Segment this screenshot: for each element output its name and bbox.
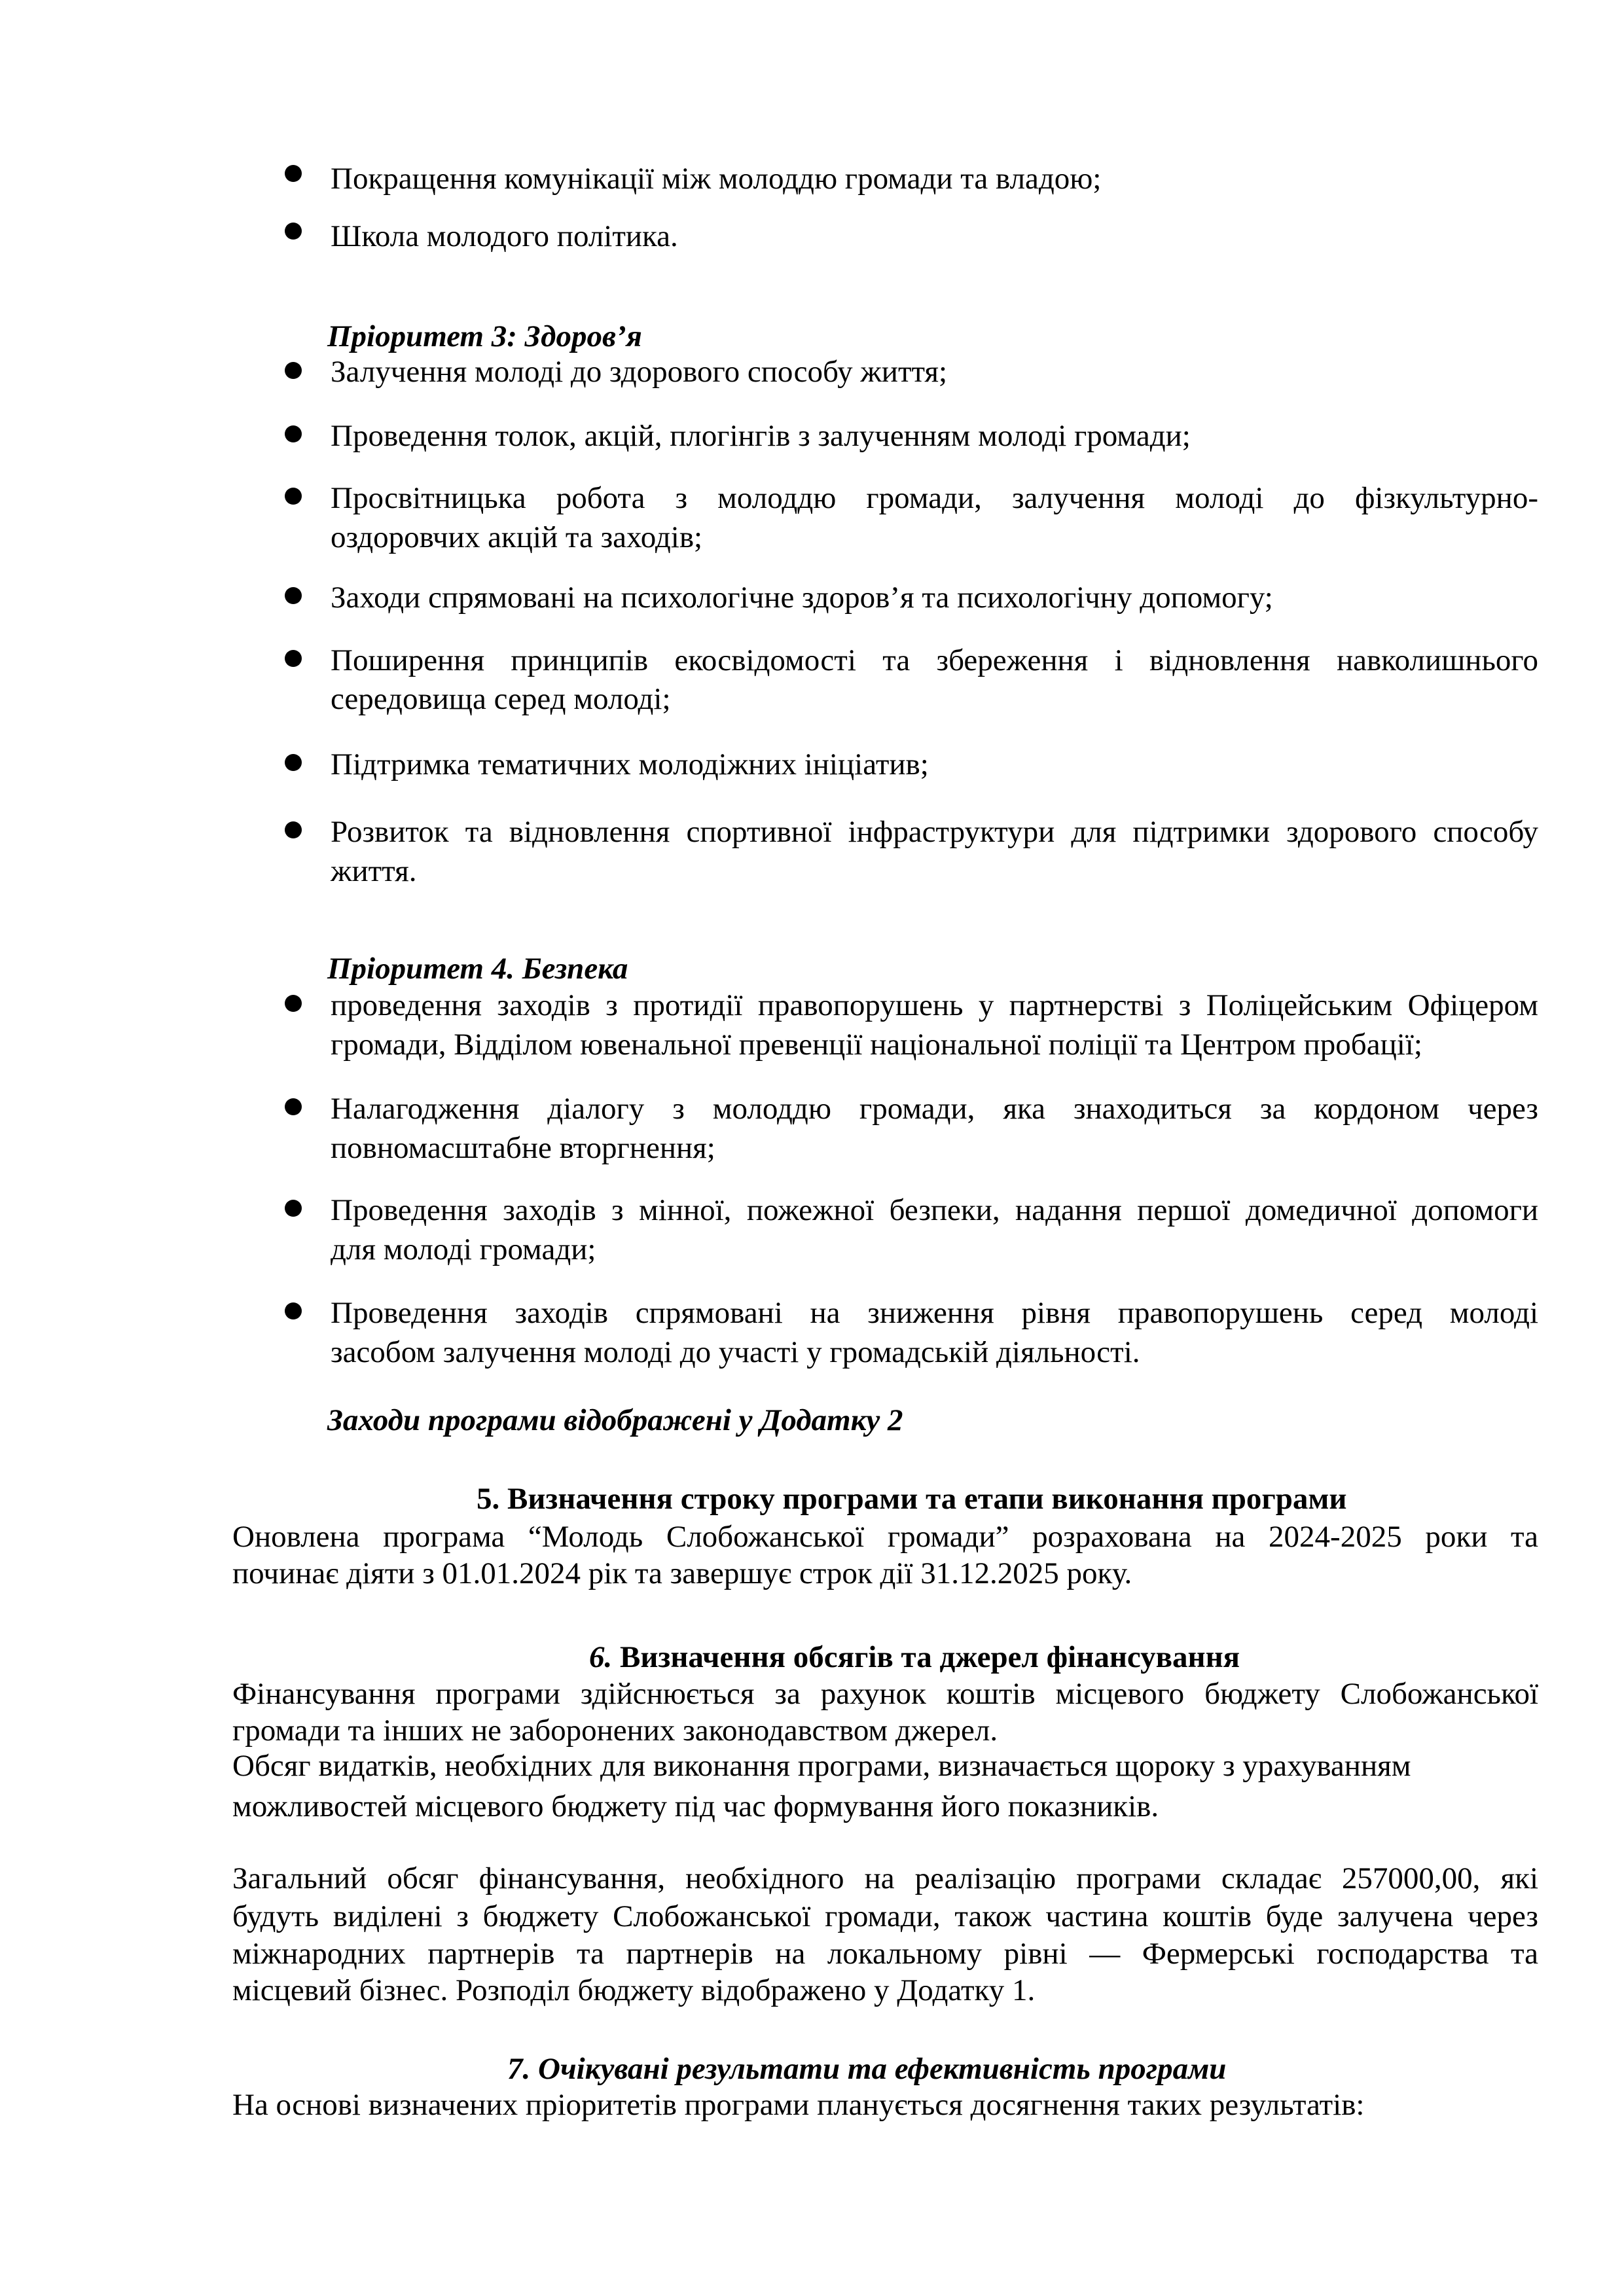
bullet-icon <box>285 1200 302 1217</box>
list-item: Налагодження діалогу з молоддю громади, яка знаходиться за кордоном через <box>331 1092 1538 1126</box>
section5-title: Визначення строку програми та етапи виконання програми <box>507 1482 1347 1516</box>
paragraph-line: Обсяг видатків, необхідних для виконання програми, визначається щороку з урахуванням <box>232 1749 1411 1783</box>
bullet-icon <box>285 995 302 1012</box>
bullet-icon <box>285 1302 302 1319</box>
list-item: Просвітницька робота з молоддю громади, залучення молоді до фізкультурно- <box>331 481 1538 515</box>
list-item: проведення заходів з протидії правопорушень у партнерстві з Поліцейським Офіцером <box>331 988 1538 1022</box>
section6-number: 6. <box>589 1640 613 1674</box>
list-item: Проведення заходів з мінної, пожежної безпеки, надання першої домедичної допомоги <box>331 1193 1538 1227</box>
bullet-icon <box>285 425 302 442</box>
paragraph-line: будуть виділені з бюджету Слобожанської громади, також частина коштів буде залучена через <box>232 1899 1538 1933</box>
bullet-icon <box>285 488 302 505</box>
bullet-icon <box>285 821 302 838</box>
list-item: Проведення толок, акцій, плогінгів з залученням молоді громади; <box>331 419 1191 453</box>
list-item: Підтримка тематичних молодіжних ініціатив; <box>331 747 929 781</box>
list-item-continuation: життя. <box>331 854 417 888</box>
paragraph-line: Оновлена програма “Молодь Слобожанської громади” розрахована на 2024-2025 роки та <box>232 1520 1538 1554</box>
bullet-icon <box>285 223 302 240</box>
paragraph-line: міжнародних партнерів та партнерів на локальному рівні — Фермерські господарства та <box>232 1937 1538 1971</box>
list-item-continuation: для молоді громади; <box>331 1232 596 1266</box>
bullet-icon <box>285 1098 302 1115</box>
list-item-continuation: засобом залучення молоді до участі у громадській діяльності. <box>331 1335 1140 1369</box>
list-item: Покращення комунікації між молоддю громади та владою; <box>331 162 1102 196</box>
section6-heading <box>589 1639 1240 1676</box>
paragraph-line: Загальний обсяг фінансування, необхідного на реалізацію програми складає 257000,00, які <box>232 1861 1538 1895</box>
paragraph-line: місцевий бізнес. Розподіл бюджету відображено у Додатку 1. <box>232 1973 1036 2007</box>
paragraph-line: починає діяти з 01.01.2024 рік та завершує строк дії 31.12.2025 року. <box>232 1556 1132 1590</box>
bullet-icon <box>285 587 302 604</box>
paragraph-line: громади та інших не заборонених законодавством джерел. <box>232 1713 998 1748</box>
list-item: Розвиток та відновлення спортивної інфраструктури для підтримки здорового способу <box>331 815 1538 849</box>
bullet-icon <box>285 650 302 667</box>
list-item: Проведення заходів спрямовані на зниження рівня правопорушень серед молоді <box>331 1296 1538 1330</box>
list-item-continuation: повномасштабне вторгнення; <box>331 1131 715 1165</box>
bullet-icon <box>285 754 302 771</box>
list-item: Заходи спрямовані на психологічне здоров’я та психологічну допомогу; <box>331 581 1273 615</box>
paragraph-line: можливостей місцевого бюджету під час формування його показників. <box>232 1789 1159 1823</box>
section5-number: 5. <box>477 1482 500 1516</box>
section7-heading: 7. Очікувані результати та ефективність програми <box>507 2052 1227 2086</box>
list-item: Поширення принципів екосвідомості та збереження і відновлення навколишнього <box>331 643 1538 677</box>
bullet-icon <box>285 165 302 182</box>
appendix-2-note: Заходи програми відображені у Додатку 2 <box>327 1403 903 1437</box>
list-item: Залучення молоді до здорового способу життя; <box>331 355 948 389</box>
bullet-icon <box>285 362 302 379</box>
section5-heading <box>477 1480 1346 1517</box>
list-item-continuation: середовища серед молоді; <box>331 682 671 716</box>
priority4-heading: Пріоритет 4. Безпека <box>327 952 628 986</box>
list-item-continuation: оздоровчих акцій та заходів; <box>331 520 703 554</box>
paragraph-line: На основі визначених пріоритетів програми планується досягнення таких результатів: <box>232 2088 1365 2122</box>
list-item: Школа молодого політика. <box>331 219 678 253</box>
paragraph-line: Фінансування програми здійснюється за рахунок коштів місцевого бюджету Слобожанської <box>232 1677 1538 1711</box>
priority3-heading: Пріоритет 3: Здоров’я <box>327 319 642 353</box>
list-item-continuation: громади, Відділом ювенальної превенції національної поліції та Центром пробації; <box>331 1028 1422 1062</box>
section6-title: Визначення обсягів та джерел фінансування <box>620 1640 1240 1674</box>
